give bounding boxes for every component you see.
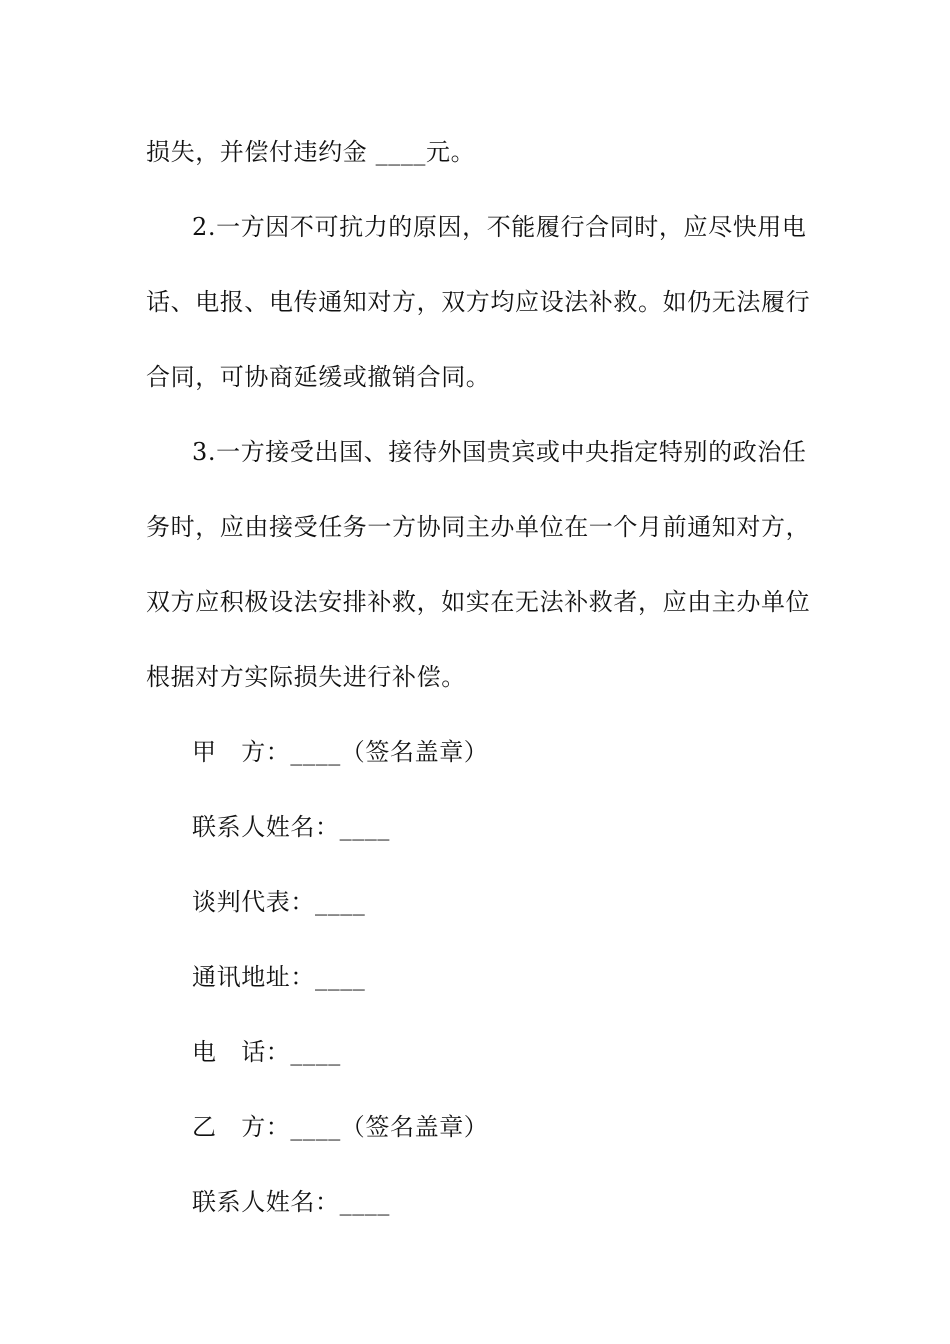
paragraph-line: 损失，并偿付违约金 ____元。: [146, 138, 476, 166]
paragraph-line: 话、电报、电传通知对方，双方均应设法补救。如仍无法履行: [146, 288, 811, 316]
signature-line-contact-name: 联系人姓名：____: [192, 813, 390, 841]
paragraph-line: 双方应积极设法安排补救，如实在无法补救者，应由主办单位: [146, 588, 811, 616]
signature-line-negotiator: 谈判代表：____: [192, 888, 366, 916]
signature-line-party-a: 甲 方：____（签名盖章）: [192, 738, 489, 766]
signature-line-contact-name-b: 联系人姓名：____: [192, 1188, 390, 1216]
paragraph-line: 3.一方接受出国、接待外国贵宾或中央指定特别的政治任: [192, 438, 807, 466]
signature-line-party-b: 乙 方：____（签名盖章）: [192, 1113, 489, 1141]
paragraph-line: 务时，应由接受任务一方协同主办单位在一个月前通知对方，: [146, 513, 811, 541]
paragraph-line: 合同，可协商延缓或撤销合同。: [146, 363, 491, 391]
paragraph-line: 根据对方实际损失进行补偿。: [146, 663, 466, 691]
signature-line-phone: 电 话：____: [192, 1038, 341, 1066]
paragraph-line: 2.一方因不可抗力的原因，不能履行合同时，应尽快用电: [192, 213, 807, 241]
signature-line-address: 通讯地址：____: [192, 963, 366, 991]
